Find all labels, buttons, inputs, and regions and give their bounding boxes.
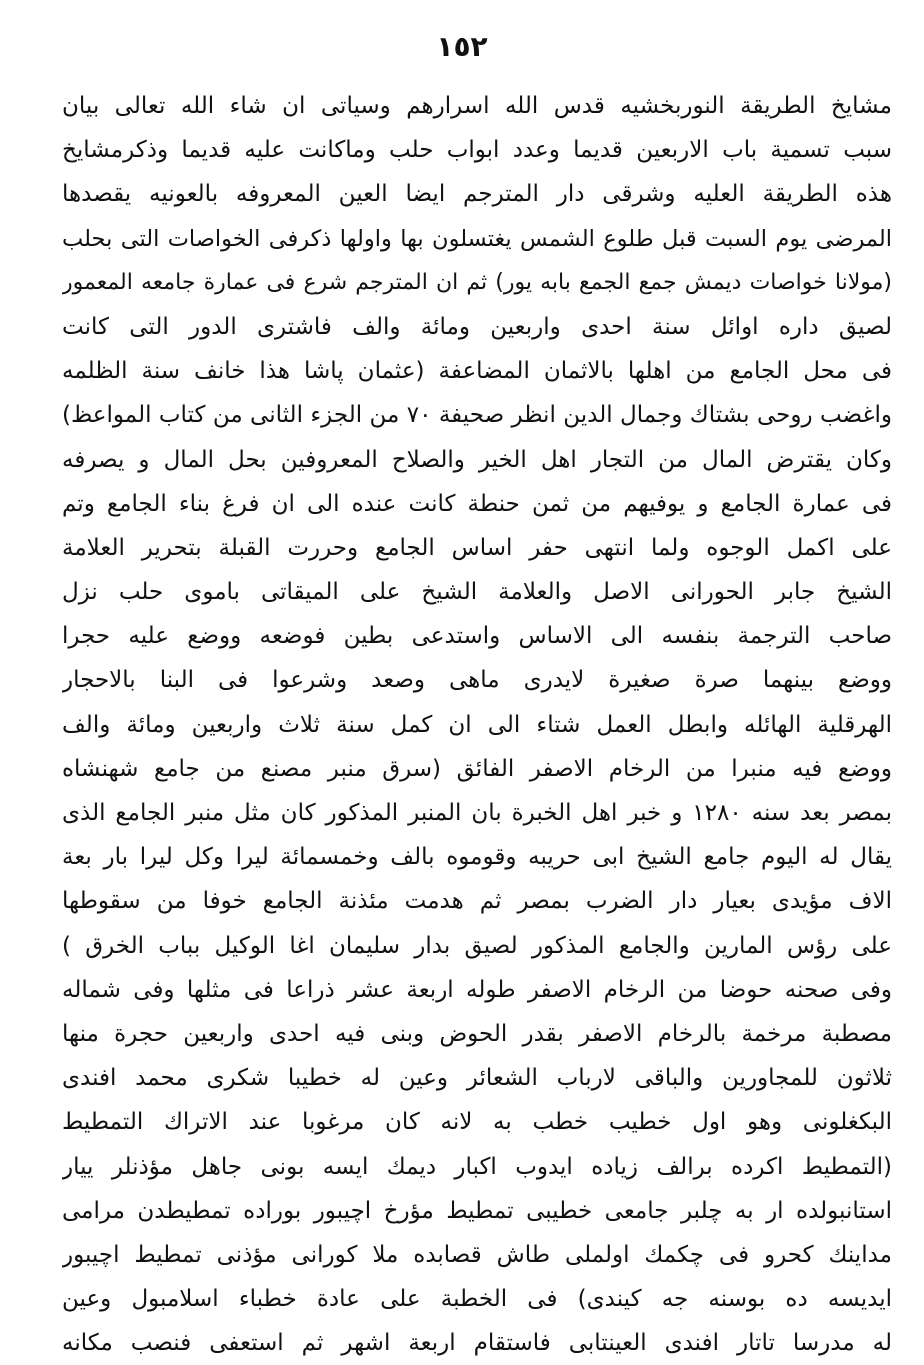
text-line: على رؤس المارين والجامع المذكور لصيق بدار سليمان اغا الوكيل بباب الخرق ) [62, 932, 892, 959]
text-line: البكغلونى وهو اول خطيب خطب به لانه كان مرغوبا عند الاتراك التمطيط [62, 1109, 892, 1136]
text-line: سبب تسمية باب الاربعين قديما وعدد ابواب حلب وماكانت عليه قديما وذكرمشايخ [62, 137, 892, 164]
text-line: على اكمل الوجوه ولما انتهى حفر اساس الجامع وحررت القبلة بتحرير العلامة [62, 534, 892, 561]
text-line: ووضع بينهما صرة صغيرة لايدرى ماهى وصعد وشرعوا فى البنا بالاحجار [62, 667, 892, 694]
text-line: ووضع فيه منبرا من الرخام الاصفر الفائق (سرق منبر مصنع من جامع شهنشاه [62, 755, 892, 782]
text-line: ايديسه ده بوسنه جه كيندى) فى الخطبة على عادة خطباء اسلامبول وعين [62, 1286, 892, 1313]
text-line: مصطبة مرخمة بالرخام الاصفر بقدر الحوض وبنى فيه احدى واربعين حجرة منها [62, 1020, 892, 1047]
text-line: هذه الطريقة العليه وشرقى دار المترجم ايضا العين المعروفه بالعونيه يقصدها [62, 181, 892, 208]
text-line: (مولانا خواصات ديمش جمع الجمع بابه يور) ثم ان المترجم شرع فى عمارة جامعه المعمور [62, 269, 892, 295]
text-line: له مدرسا تاتار افندى العينتابى فاستقام اربعة اشهر ثم استعفى فنصب مكانه [62, 1330, 892, 1357]
text-line: الشيخ جابر الحورانى الاصل والعلامة الشيخ على الميقاتى باموى حلب نزل [62, 579, 892, 606]
body-text [62, 84, 892, 1365]
text-line: مداينك كحرو فى چكمك اولملى طاش قصابده ملا كورانى مؤذنى تمطيط اچيبور [62, 1241, 892, 1268]
text-line: لصيق داره اوائل سنة احدى واربعين ومائة والف فاشترى الدور التى كانت [62, 313, 892, 340]
text-line: استانبولده ار به چلبر جامعى خطيبى تمطيط مؤرخ اچيبور بوراده تمطيطدن مرامى [62, 1197, 892, 1224]
text-line: وفى صحنه حوضا من الرخام الاصفر طوله اربعة عشر ذراعا فى مثلها وفى شماله [62, 976, 892, 1003]
text-line: فى عمارة الجامع و يوفيهم من ثمن حنطة كانت عنده الى ان فرغ بناء الجامع وتم [62, 490, 892, 517]
text-line: وكان يقترض المال من التجار اهل الخير والصلاح المعروفين بحل المال و يصرفه [62, 446, 892, 473]
text-line: (التمطيط اكرده برالف زياده ايدوب اكبار ديمك ايسه بونى جاهل مؤذنلر ييار [62, 1153, 892, 1180]
text-line: واغضب روحى بشتاك وجمال الدين انظر صحيفة ٧٠ من الجزء الثانى من كتاب المواعظ) [62, 402, 892, 429]
text-line: بمصر بعد سنه ١٢٨٠ و خبر اهل الخبرة بان المنبر المذكور كان مثل منبر الجامع الذى [62, 800, 892, 826]
text-line: ثلاثون للمجاورين والباقى لارباب الشعائر وعين له خطيبا شكرى محمد افندى [62, 1065, 892, 1092]
page-number: ١٥٢ [436, 30, 488, 63]
text-line: الهرقلية الهائله وابطل العمل شتاء الى ان كمل سنة ثلاث واربعين ومائة والف [62, 711, 892, 738]
text-line: المرضى يوم السبت قبل طلوع الشمس يغتسلون بها واولها ذكرفى الخواصات التى بحلب [62, 225, 892, 252]
text-line: الاف مؤيدى بعيار دار الضرب بمصر ثم هدمت مئذنة الجامع خوفا من سقوطها [62, 888, 892, 915]
text-line: فى محل الجامع من اهلها بالاثمان المضاعفة (عثمان پاشا هذا خانف سنة الظلمه [62, 358, 892, 385]
text-line: مشايخ الطريقة النوربخشيه قدس الله اسرارهم وسياتى ان شاء الله تعالى بيان [62, 93, 892, 119]
text-line: صاحب الترجمة بنفسه الى الاساس واستدعى بطين فوضعه ووضع عليه حجرا [62, 623, 892, 650]
text-line: يقال له اليوم جامع الشيخ ابى حريبه وقوموه بالف وخمسمائة ليرا وكل ليرا بار بعة [62, 844, 892, 871]
